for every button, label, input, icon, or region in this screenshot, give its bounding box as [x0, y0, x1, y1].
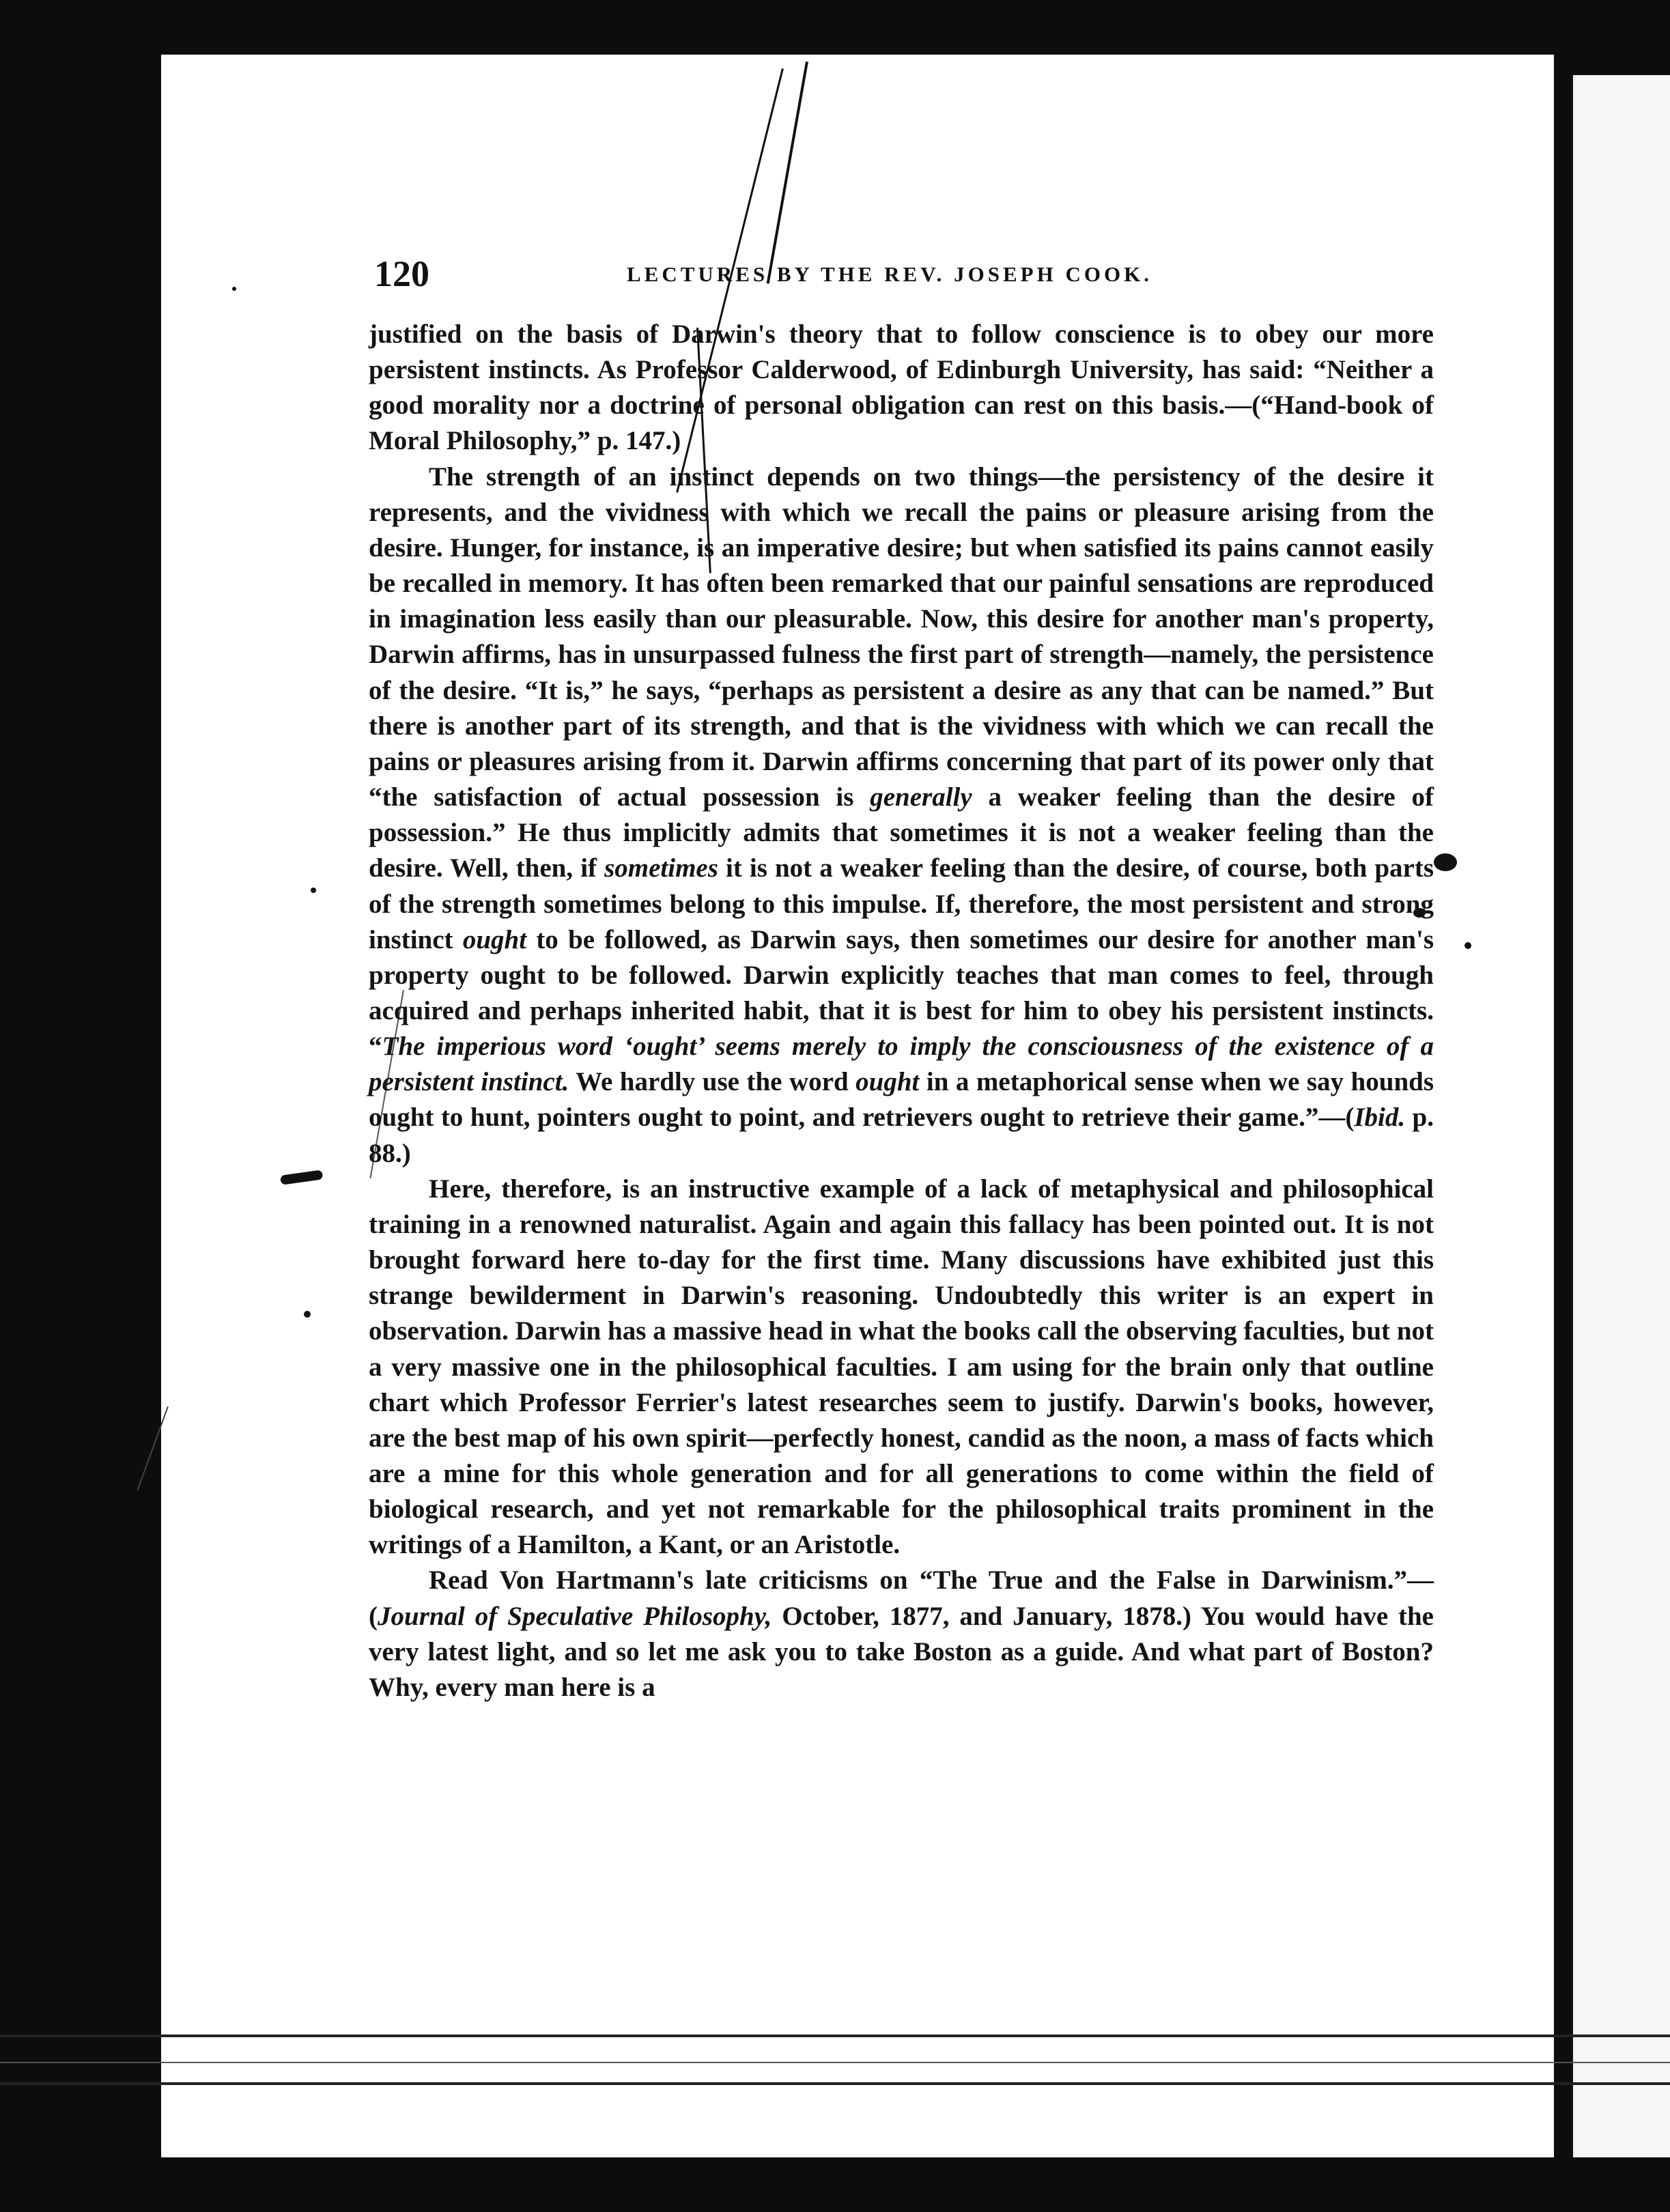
ink-speck — [304, 1311, 311, 1318]
ink-speck — [311, 888, 316, 893]
running-title: LECTURES BY THE REV. JOSEPH COOK. — [627, 262, 1152, 286]
running-head — [374, 253, 1426, 294]
scan-line — [0, 2034, 1670, 2037]
ink-speck — [232, 287, 236, 291]
ink-blot — [1464, 942, 1471, 949]
scan-line — [0, 2082, 1670, 2085]
adjacent-page-edge — [1570, 75, 1670, 2157]
body-text — [369, 317, 1434, 1705]
paragraph: The strength of an instinct depends on two things—the persistency of the desire it represents, and the vividness with which we recall the pains or pleasure arising from the desire. Hunger, for instance, is an imperative desire; but when satisfied its pains cannot easily be recalled in memory. It has often been remarked that our painful sensations are reproduced in imagination less easily than our pleasurable. Now, this desire for another man's property, Darwin affirms, has in unsurpassed fulness the first part of strength—namely, the persistence of the desire. “It is,” he says, “perhaps as persistent a desire as any that can be named.” But there is another part of its strength, and that is the vividness with which we can recall the pains or pleasures arising from it. Darwin affirms concerning that part of its power only that “the satisfaction of actual possession is generally a weaker feeling than the desire of possession.” He thus implicitly admits that sometimes it is not a weaker feeling than the desire. Well, then, if sometimes it is not a weaker feeling than the desire, of course, both parts of the strength sometimes belong to this impulse. If, therefore, the most persistent and strong instinct ought to be followed, as Darwin says, then sometimes our desire for another man's property ought to be followed. Darwin explicitly teaches that man comes to feel, through acquired and perhaps inherited habit, that it is best for him to obey his persistent instincts. “The imperious word ‘ought’ seems merely to imply the consciousness of the existence of a persistent instinct. We hardly use the word ought in a metaphorical sense when we say hounds ought to hunt, pointers ought to point, and retrievers ought to retrieve their game.”—(Ibid. p. 88.) — [369, 462, 1434, 1168]
ink-blot — [1434, 853, 1457, 871]
paragraph: Here, therefore, is an instructive example of a lack of metaphysical and philosophical training in a renowned naturalist. Again and again this fallacy has been pointed out. It is not brought forward here to-day for the first time. Many discussions have exhibited just this strange bewilderment in Darwin's reasoning. Undoubtedly this writer is an expert in observation. Darwin has a massive head in what the books call the observing faculties, but not a very massive one in the philosophical faculties. I am using for the brain only that outline chart which Professor Ferrier's latest researches seem to justify. Darwin's books, however, are the best map of his own spirit—perfectly honest, candid as the noon, a mass of facts which are a mine for this whole generation and for all generations to come within the field of biological research, and yet not remarkable for the philosophical traits prominent in the writings of a Hamilton, a Kant, or an Aristotle. — [369, 1174, 1434, 1560]
paragraph: Read Von Hartmann's late criticisms on “The True and the False in Darwinism.”—(Journal of Speculative Philosophy, October, 1877, and January, 1878.) You would have the very latest light, and so let me ask you to take Boston as a guide. And what part of Boston? Why, every man here is a — [369, 1565, 1434, 1702]
scan-line — [0, 2062, 1670, 2063]
paragraph: justified on the basis of Darwin's theory that to follow conscience is to obey our more persistent instincts. As Professor Calderwood, of Edinburgh University, has said: “Neither a good morality nor a doctrine of personal obligation can rest on this basis.—(“Hand-book of Moral Philosophy,” p. 147.) — [369, 320, 1434, 456]
page-number: 120 — [374, 253, 429, 294]
